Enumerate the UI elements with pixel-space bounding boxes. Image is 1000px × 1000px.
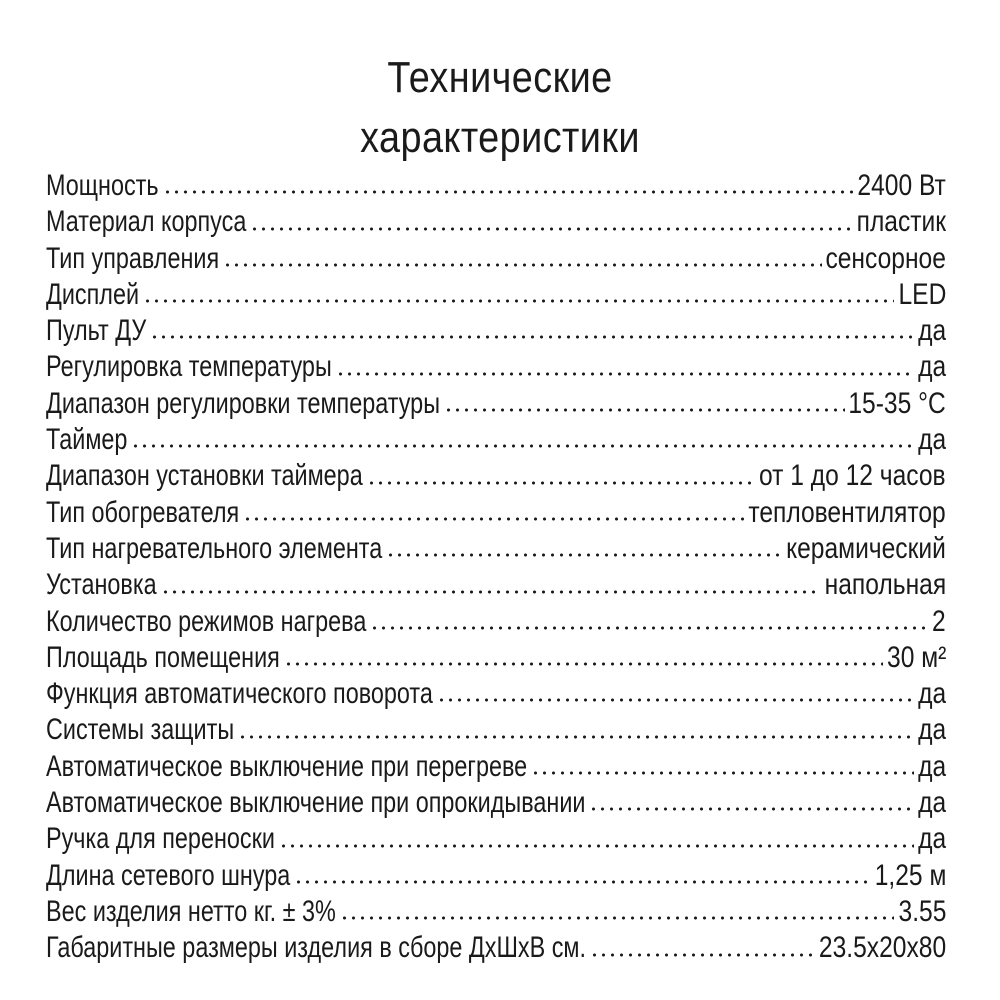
spec-row [46,386,946,422]
dot-leader [238,735,914,739]
spec-value: сенсорное [825,241,946,275]
spec-row [46,640,946,676]
dot-leader [370,626,928,630]
spec-row [46,531,946,567]
spec-value: 1,25 м [874,858,946,892]
spec-value: 30 м² [886,640,946,674]
spec-value: да [917,822,946,856]
title-line-1: Технические [387,53,613,102]
spec-value: 2400 Вт [857,169,946,202]
spec-label: Тип обогревателя [46,495,240,529]
dot-leader [367,481,756,485]
spec-row [46,930,946,966]
spec-label: Вес изделия нетто кг. ± 3% [46,894,336,928]
spec-row [46,821,946,857]
dot-leader [279,844,914,848]
dot-leader [340,916,894,920]
spec-row [46,241,946,277]
spec-row [46,567,946,603]
dot-leader [589,807,913,811]
spec-value: да [917,786,946,820]
spec-value: 23.5х20х80 [818,931,946,965]
dot-leader [444,408,845,412]
spec-value: 3.55 [898,894,946,928]
dot-leader [243,517,744,521]
dot-leader [284,662,883,666]
spec-value: пластик [856,205,946,239]
spec-row [46,349,946,385]
spec-row [46,749,946,785]
title-line-2: характеристики [360,113,640,162]
spec-row [46,712,946,748]
dot-leader [131,444,914,448]
dot-leader [386,553,782,557]
dot-leader [336,372,914,376]
spec-label: Материал корпуса [46,205,247,239]
spec-label: Установка [46,568,157,602]
dot-leader [437,698,914,702]
spec-row [46,422,946,458]
spec-label: Тип управления [46,241,220,275]
spec-label: Таймер [46,423,128,457]
spec-value: да [917,677,946,711]
spec-value: 2 [932,604,946,638]
spec-value: да [917,423,946,457]
spec-row [46,313,946,349]
dot-leader [250,227,852,231]
spec-row [46,495,946,531]
spec-label: Ручка для переноски [46,822,275,856]
dot-leader [163,190,854,194]
spec-label: Пульт ДУ [46,314,147,348]
dot-leader [143,299,894,303]
spec-label: Тип нагревательного элемента [46,531,383,565]
spec-value: да [917,350,946,384]
spec-row [46,458,946,494]
spec-value: да [917,749,946,783]
spec-row [46,168,946,204]
spec-label: Регулировка температуры [46,350,332,384]
spec-value: да [917,314,946,348]
spec-row [46,785,946,821]
spec-label: Длина сетевого шнура [46,858,291,892]
spec-row [46,204,946,240]
spec-label: Габаритные размеры изделия в сборе ДхШхВ см. [46,931,586,965]
spec-row [46,676,946,712]
spec-label: Площадь помещения [46,640,280,674]
spec-label: Функция автоматического поворота [46,677,433,711]
spec-value: напольная [824,568,946,602]
spec-row [46,894,946,930]
spec-label: Автоматическое выключение при опрокидывании [46,786,586,820]
spec-value: 15-35 °С [848,386,946,420]
spec-value: от 1 до 12 часов [759,459,946,493]
spec-value: керамический [786,531,946,565]
dot-leader [531,771,914,775]
spec-label: Системы защиты [46,713,235,747]
dot-leader [294,880,870,884]
spec-value: LED [898,277,946,311]
spec-label: Количество режимов нагрева [46,604,367,638]
dot-leader [161,590,821,594]
page-title [70,48,930,168]
spec-row [46,604,946,640]
spec-value: да [917,713,946,747]
spec-label: Мощность [46,169,159,202]
spec-row [46,277,946,313]
dot-leader [590,953,815,957]
spec-label: Диапазон установки таймера [46,459,363,493]
spec-row [46,858,946,894]
spec-list [46,168,946,967]
spec-label: Дисплей [46,277,140,311]
dot-leader [223,263,821,267]
spec-label: Автоматическое выключение при перегреве [46,749,528,783]
spec-value: тепловентилятор [748,495,946,529]
spec-label: Диапазон регулировки температуры [46,386,441,420]
dot-leader [150,335,914,339]
